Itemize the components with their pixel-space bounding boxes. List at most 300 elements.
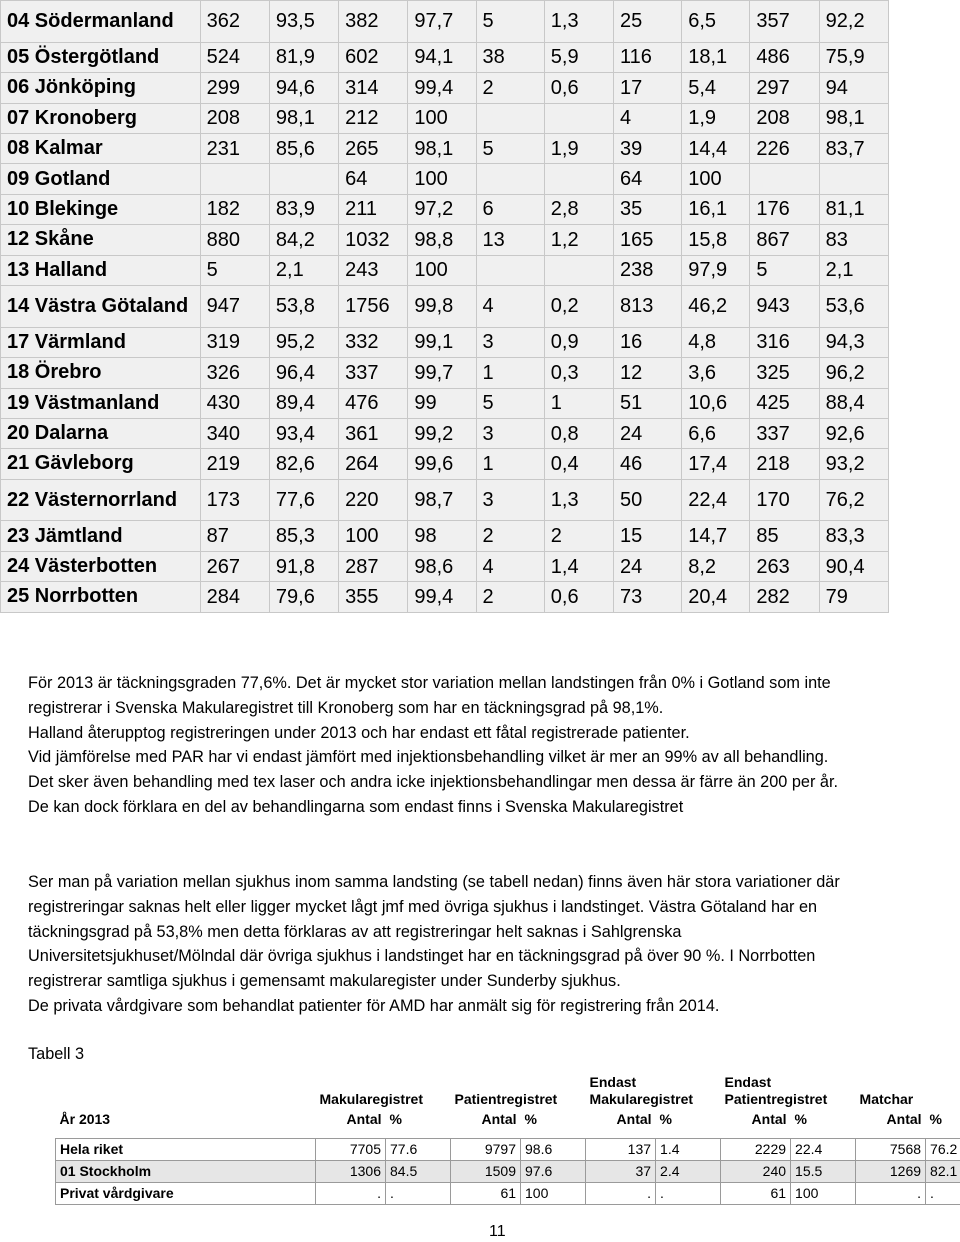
county-cell xyxy=(200,164,269,194)
county-cell: 99,7 xyxy=(408,358,476,388)
county-row xyxy=(1,194,889,224)
paragraph-line: registrerar i Svenska Makularegistret till Kronoberg som har en täckningsgrad på 98,1%. xyxy=(28,698,664,717)
county-cell: 83,3 xyxy=(819,521,888,551)
county-cell: 12 xyxy=(613,358,681,388)
county-cell: 92,6 xyxy=(819,418,888,448)
county-name: 10 Blekinge xyxy=(1,194,201,224)
county-cell: 24 xyxy=(613,418,681,448)
county-cell: 81,9 xyxy=(269,42,338,72)
county-cell: 93,4 xyxy=(269,418,338,448)
county-cell: 94 xyxy=(819,73,888,103)
county-cell: 326 xyxy=(200,358,269,388)
table3-cell: 82.1 xyxy=(926,1161,960,1183)
county-cell: 297 xyxy=(750,73,819,103)
table3-subheader: Antal xyxy=(481,1110,517,1127)
county-cell: 83 xyxy=(819,225,888,255)
table3-row xyxy=(56,1183,960,1205)
county-cell: 1,4 xyxy=(544,551,613,581)
county-cell: 14,7 xyxy=(682,521,750,551)
county-cell: 97,9 xyxy=(682,255,750,285)
county-cell: 0,4 xyxy=(544,449,613,479)
table3-cell: . xyxy=(926,1183,960,1205)
county-cell: 97,7 xyxy=(408,1,476,43)
county-cell: 100 xyxy=(339,521,408,551)
county-cell: 267 xyxy=(200,551,269,581)
county-name: 04 Södermanland xyxy=(1,1,201,43)
county-cell: 238 xyxy=(613,255,681,285)
table3-year-label: År 2013 xyxy=(59,1110,111,1127)
county-cell: 38 xyxy=(476,42,544,72)
county-cell: 5 xyxy=(476,1,544,43)
county-cell: 813 xyxy=(613,285,681,327)
county-cell xyxy=(544,164,613,194)
county-cell: 53,6 xyxy=(819,285,888,327)
county-cell: 15,8 xyxy=(682,225,750,255)
county-row xyxy=(1,327,889,357)
county-row xyxy=(1,255,889,285)
county-cell: 602 xyxy=(339,42,408,72)
table3-row xyxy=(56,1161,960,1183)
county-row xyxy=(1,521,889,551)
table3-cell: 2229 xyxy=(721,1139,791,1161)
county-cell: 316 xyxy=(750,327,819,357)
county-cell: 16 xyxy=(613,327,681,357)
table3-cell: 137 xyxy=(586,1139,656,1161)
county-name: 05 Östergötland xyxy=(1,42,201,72)
county-cell: 99,8 xyxy=(408,285,476,327)
county-cell: 1 xyxy=(476,449,544,479)
county-cell: 83,9 xyxy=(269,194,338,224)
county-cell: 3,6 xyxy=(682,358,750,388)
table3-group-header: Patientregistret xyxy=(454,1091,558,1107)
county-cell: 99,1 xyxy=(408,327,476,357)
county-cell: 89,4 xyxy=(269,388,338,418)
county-cell: 35 xyxy=(613,194,681,224)
county-cell: 77,6 xyxy=(269,479,338,521)
county-name: 19 Västmanland xyxy=(1,388,201,418)
county-row xyxy=(1,551,889,581)
county-cell: 355 xyxy=(339,582,408,612)
table3-header-row xyxy=(56,1068,960,1108)
table3-subheader: Antal xyxy=(886,1110,922,1127)
table3 xyxy=(55,1068,960,1205)
county-cell: 170 xyxy=(750,479,819,521)
county-cell: 943 xyxy=(750,285,819,327)
county-cell: 5 xyxy=(476,133,544,163)
county-cell: 476 xyxy=(339,388,408,418)
table3-cell: 7568 xyxy=(856,1139,926,1161)
table3-cell: 98.6 xyxy=(521,1139,586,1161)
county-cell: 332 xyxy=(339,327,408,357)
table3-group-header: Endast Patientregistret xyxy=(724,1074,828,1107)
table3-corner xyxy=(56,1068,316,1108)
county-cell: 4 xyxy=(613,103,681,133)
county-cell: 98 xyxy=(408,521,476,551)
table3-cell: 1306 xyxy=(316,1161,386,1183)
county-cell: 17 xyxy=(613,73,681,103)
paragraph-line: täckningsgrad på 53,8% men detta förklaras av att registreringar helt saknas i Sahlgrenska xyxy=(28,922,682,941)
county-cell: 5 xyxy=(750,255,819,285)
county-cell: 325 xyxy=(750,358,819,388)
county-cell: 2,1 xyxy=(269,255,338,285)
county-cell: 98,1 xyxy=(408,133,476,163)
county-cell: 99,6 xyxy=(408,449,476,479)
county-cell: 314 xyxy=(339,73,408,103)
county-row xyxy=(1,418,889,448)
table3-cell: 2.4 xyxy=(656,1161,721,1183)
county-cell: 231 xyxy=(200,133,269,163)
paragraph-line: Vid jämförelse med PAR har vi endast jämfört med injektionsbehandling vilket är mer an 99% av all behandling. xyxy=(28,748,829,767)
county-cell: 16,1 xyxy=(682,194,750,224)
county-row xyxy=(1,285,889,327)
county-cell: 100 xyxy=(682,164,750,194)
county-cell: 211 xyxy=(339,194,408,224)
table3-cell: 97.6 xyxy=(521,1161,586,1183)
table3-cell: 37 xyxy=(586,1161,656,1183)
hospital-variation-paragraph xyxy=(28,870,840,1019)
county-row xyxy=(1,1,889,43)
county-cell: 4 xyxy=(476,551,544,581)
table3-subheader: Antal xyxy=(346,1110,382,1127)
table3-subheader: % xyxy=(524,1110,537,1127)
table3-cell: . xyxy=(586,1183,656,1205)
county-cell: 208 xyxy=(200,103,269,133)
county-cell: 53,8 xyxy=(269,285,338,327)
county-cell: 340 xyxy=(200,418,269,448)
county-cell: 91,8 xyxy=(269,551,338,581)
county-cell: 382 xyxy=(339,1,408,43)
county-row xyxy=(1,479,889,521)
county-cell: 176 xyxy=(750,194,819,224)
county-cell: 24 xyxy=(613,551,681,581)
county-cell: 18,1 xyxy=(682,42,750,72)
table3-cell: 1269 xyxy=(856,1161,926,1183)
county-name: 18 Örebro xyxy=(1,358,201,388)
table3-label: Tabell 3 xyxy=(28,1045,85,1063)
county-name: 20 Dalarna xyxy=(1,418,201,448)
county-cell: 99,4 xyxy=(408,73,476,103)
county-cell: 88,4 xyxy=(819,388,888,418)
county-row xyxy=(1,449,889,479)
county-cell: 87 xyxy=(200,521,269,551)
table3-cell: 240 xyxy=(721,1161,791,1183)
table3-cell: 100 xyxy=(521,1183,586,1205)
county-cell: 99,2 xyxy=(408,418,476,448)
county-cell: 5,9 xyxy=(544,42,613,72)
county-cell: 39 xyxy=(613,133,681,163)
table3-cell: 9797 xyxy=(451,1139,521,1161)
county-row xyxy=(1,388,889,418)
county-cell: 212 xyxy=(339,103,408,133)
table3-group-header: Makularegistret xyxy=(319,1091,423,1107)
county-cell: 98,1 xyxy=(269,103,338,133)
table3-row-label: Hela riket xyxy=(56,1139,316,1161)
paragraph-line: De kan dock förklara en del av behandlingarna som endast finns i Svenska Makularegistret xyxy=(28,797,684,816)
county-cell: 299 xyxy=(200,73,269,103)
county-cell: 4 xyxy=(476,285,544,327)
paragraph-line: registreringar saknas helt eller ligger mycket lågt jmf med övriga sjukhus i landstinget. Västra Götaland har en xyxy=(28,897,818,916)
county-name: 23 Jämtland xyxy=(1,521,201,551)
county-cell: 99,4 xyxy=(408,582,476,612)
county-cell: 337 xyxy=(339,358,408,388)
county-cell: 20,4 xyxy=(682,582,750,612)
county-cell: 880 xyxy=(200,225,269,255)
table3-row xyxy=(56,1139,960,1161)
table3-cell: 1509 xyxy=(451,1161,521,1183)
county-cell: 3 xyxy=(476,479,544,521)
county-cell: 8,2 xyxy=(682,551,750,581)
county-name: 09 Gotland xyxy=(1,164,201,194)
table3-group-header: Matchar xyxy=(859,1091,914,1107)
county-cell: 97,2 xyxy=(408,194,476,224)
table3-subheader-row xyxy=(56,1108,960,1130)
county-cell xyxy=(476,255,544,285)
county-cell: 0,6 xyxy=(544,582,613,612)
county-row xyxy=(1,73,889,103)
county-name: 13 Halland xyxy=(1,255,201,285)
county-cell: 6,5 xyxy=(682,1,750,43)
county-name: 24 Västerbotten xyxy=(1,551,201,581)
county-cell: 1,9 xyxy=(544,133,613,163)
table3-cell: 15.5 xyxy=(791,1161,856,1183)
county-cell: 51 xyxy=(613,388,681,418)
county-cell xyxy=(269,164,338,194)
county-name: 06 Jönköping xyxy=(1,73,201,103)
county-cell: 79 xyxy=(819,582,888,612)
county-cell: 362 xyxy=(200,1,269,43)
table3-cell: . xyxy=(856,1183,926,1205)
county-cell: 17,4 xyxy=(682,449,750,479)
county-cell: 100 xyxy=(408,103,476,133)
table3-cell: 76.2 xyxy=(926,1139,960,1161)
county-name: 07 Kronoberg xyxy=(1,103,201,133)
county-cell: 220 xyxy=(339,479,408,521)
county-cell: 5,4 xyxy=(682,73,750,103)
county-cell: 99 xyxy=(408,388,476,418)
county-cell: 98,7 xyxy=(408,479,476,521)
county-cell: 1 xyxy=(544,388,613,418)
county-cell: 10,6 xyxy=(682,388,750,418)
county-cell: 264 xyxy=(339,449,408,479)
county-cell: 81,1 xyxy=(819,194,888,224)
table3-cell: 1.4 xyxy=(656,1139,721,1161)
table3-group-header: Endast Makularegistret xyxy=(589,1074,694,1107)
county-name: 14 Västra Götaland xyxy=(1,285,201,327)
county-cell: 282 xyxy=(750,582,819,612)
county-name: 21 Gävleborg xyxy=(1,449,201,479)
county-cell: 1 xyxy=(476,358,544,388)
table3-subheader: Antal xyxy=(616,1110,652,1127)
county-cell: 22,4 xyxy=(682,479,750,521)
table3-cell: 84.5 xyxy=(386,1161,451,1183)
county-cell: 263 xyxy=(750,551,819,581)
county-name: 22 Västernorrland xyxy=(1,479,201,521)
county-cell: 85,6 xyxy=(269,133,338,163)
county-cell: 76,2 xyxy=(819,479,888,521)
table3-cell: . xyxy=(316,1183,386,1205)
paragraph-line: Universitetsjukhuset/Mölndal där övriga sjukhus i landstinget har en täckningsgrad på över 90 %. I Norrbotten xyxy=(28,947,816,966)
county-cell: 947 xyxy=(200,285,269,327)
county-cell: 94,1 xyxy=(408,42,476,72)
county-cell: 94,3 xyxy=(819,327,888,357)
county-cell: 90,4 xyxy=(819,551,888,581)
county-cell: 6 xyxy=(476,194,544,224)
county-cell: 219 xyxy=(200,449,269,479)
table3-cell: . xyxy=(656,1183,721,1205)
county-cell: 92,2 xyxy=(819,1,888,43)
county-cell: 337 xyxy=(750,418,819,448)
county-row xyxy=(1,358,889,388)
county-cell: 0,6 xyxy=(544,73,613,103)
county-cell: 2,8 xyxy=(544,194,613,224)
county-cell: 98,1 xyxy=(819,103,888,133)
table3-cell: . xyxy=(386,1183,451,1205)
paragraph-line: Halland återupptog registreringen under 2013 och har endast ett fåtal registrerade patienter. xyxy=(28,723,690,742)
table3-subheader: Antal xyxy=(751,1110,787,1127)
table3-subheader: % xyxy=(929,1110,942,1127)
county-cell: 98,8 xyxy=(408,225,476,255)
county-cell: 73 xyxy=(613,582,681,612)
county-cell: 430 xyxy=(200,388,269,418)
county-cell: 2 xyxy=(476,582,544,612)
county-cell: 4,8 xyxy=(682,327,750,357)
county-cell: 64 xyxy=(613,164,681,194)
county-cell: 1,9 xyxy=(682,103,750,133)
county-cell xyxy=(819,164,888,194)
county-cell: 93,5 xyxy=(269,1,338,43)
county-cell: 867 xyxy=(750,225,819,255)
paragraph-line: Det sker även behandling med tex laser och andra icke injektionsbehandlingar men dessa är färre än 200 per år. xyxy=(28,773,839,792)
county-cell: 486 xyxy=(750,42,819,72)
county-cell xyxy=(544,103,613,133)
county-cell: 15 xyxy=(613,521,681,551)
county-cell: 173 xyxy=(200,479,269,521)
county-cell: 93,2 xyxy=(819,449,888,479)
county-cell: 96,2 xyxy=(819,358,888,388)
county-cell: 6,6 xyxy=(682,418,750,448)
county-cell: 0,3 xyxy=(544,358,613,388)
coverage-paragraph xyxy=(28,671,838,820)
county-row xyxy=(1,103,889,133)
county-row xyxy=(1,582,889,612)
county-cell: 357 xyxy=(750,1,819,43)
county-cell: 13 xyxy=(476,225,544,255)
county-cell: 1,2 xyxy=(544,225,613,255)
county-name: 25 Norrbotten xyxy=(1,582,201,612)
county-cell: 25 xyxy=(613,1,681,43)
county-row xyxy=(1,42,889,72)
county-cell: 100 xyxy=(408,164,476,194)
county-cell: 319 xyxy=(200,327,269,357)
county-cell: 226 xyxy=(750,133,819,163)
county-row xyxy=(1,133,889,163)
county-cell: 0,8 xyxy=(544,418,613,448)
county-cell: 5 xyxy=(476,388,544,418)
county-cell: 94,6 xyxy=(269,73,338,103)
county-cell: 84,2 xyxy=(269,225,338,255)
county-cell: 265 xyxy=(339,133,408,163)
county-coverage-table xyxy=(0,0,889,613)
county-cell: 361 xyxy=(339,418,408,448)
paragraph-line: registrerar samtliga sjukhus i gemensamt makularegister under Sunderby sjukhus. xyxy=(28,972,621,991)
table3-row-label: Privat vårdgivare xyxy=(56,1183,316,1205)
county-cell: 218 xyxy=(750,449,819,479)
county-cell xyxy=(544,255,613,285)
county-name: 08 Kalmar xyxy=(1,133,201,163)
county-cell: 182 xyxy=(200,194,269,224)
county-cell: 98,6 xyxy=(408,551,476,581)
county-name: 17 Värmland xyxy=(1,327,201,357)
table3-cell: 7705 xyxy=(316,1139,386,1161)
county-cell: 243 xyxy=(339,255,408,285)
county-cell: 1756 xyxy=(339,285,408,327)
county-cell: 64 xyxy=(339,164,408,194)
county-name: 12 Skåne xyxy=(1,225,201,255)
county-cell: 83,7 xyxy=(819,133,888,163)
county-cell: 95,2 xyxy=(269,327,338,357)
table3-subheader: % xyxy=(659,1110,672,1127)
county-cell: 46 xyxy=(613,449,681,479)
county-cell: 208 xyxy=(750,103,819,133)
paragraph-line: Ser man på variation mellan sjukhus inom samma landsting (se tabell nedan) finns även här stora variationer där xyxy=(28,873,840,891)
table3-cell: 77.6 xyxy=(386,1139,451,1161)
paragraph-line: För 2013 är täckningsgraden 77,6%. Det är mycket stor variation mellan landstingen från 0% i Gotland som inte xyxy=(28,674,831,692)
table3-cell: 22.4 xyxy=(791,1139,856,1161)
county-cell: 50 xyxy=(613,479,681,521)
table3-spacer xyxy=(56,1130,960,1139)
county-row xyxy=(1,225,889,255)
table3-subheader: % xyxy=(794,1110,807,1127)
county-cell: 524 xyxy=(200,42,269,72)
county-cell: 2 xyxy=(476,521,544,551)
county-cell: 2,1 xyxy=(819,255,888,285)
county-cell: 284 xyxy=(200,582,269,612)
county-cell: 96,4 xyxy=(269,358,338,388)
county-cell: 100 xyxy=(408,255,476,285)
county-cell: 116 xyxy=(613,42,681,72)
county-cell: 287 xyxy=(339,551,408,581)
county-cell: 1,3 xyxy=(544,479,613,521)
county-cell: 75,9 xyxy=(819,42,888,72)
county-cell xyxy=(750,164,819,194)
table3-cell: 61 xyxy=(721,1183,791,1205)
county-cell: 46,2 xyxy=(682,285,750,327)
county-cell: 425 xyxy=(750,388,819,418)
county-cell: 5 xyxy=(200,255,269,285)
county-cell xyxy=(476,164,544,194)
county-cell: 1,3 xyxy=(544,1,613,43)
county-cell: 79,6 xyxy=(269,582,338,612)
county-cell: 85,3 xyxy=(269,521,338,551)
county-cell: 165 xyxy=(613,225,681,255)
table3-row-label: 01 Stockholm xyxy=(56,1161,316,1183)
county-cell: 82,6 xyxy=(269,449,338,479)
page-number: 11 xyxy=(489,1223,506,1240)
county-cell: 14,4 xyxy=(682,133,750,163)
table3-subheader: % xyxy=(389,1110,402,1127)
paragraph-line: De privata vårdgivare som behandlat patienter för AMD har anmält sig för registrering från 2014. xyxy=(28,996,720,1015)
county-cell: 2 xyxy=(544,521,613,551)
county-cell: 85 xyxy=(750,521,819,551)
county-cell: 3 xyxy=(476,418,544,448)
county-row xyxy=(1,164,889,194)
county-cell xyxy=(476,103,544,133)
county-cell: 1032 xyxy=(339,225,408,255)
county-cell: 2 xyxy=(476,73,544,103)
county-cell: 0,9 xyxy=(544,327,613,357)
table3-cell: 61 xyxy=(451,1183,521,1205)
county-cell: 0,2 xyxy=(544,285,613,327)
